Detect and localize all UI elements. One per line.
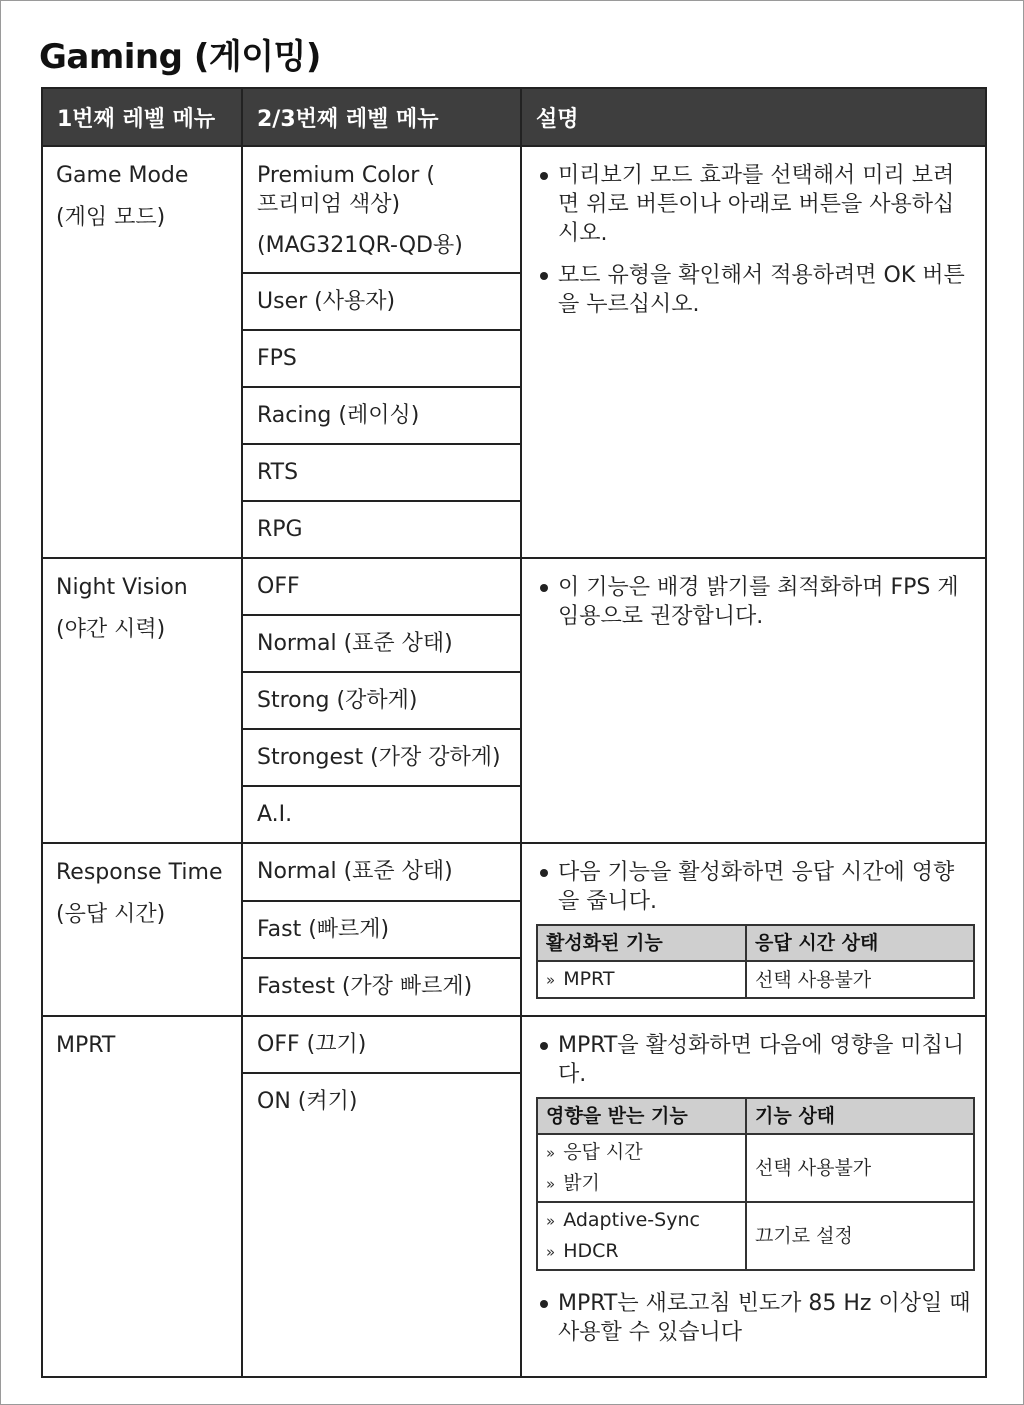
table-header-row xyxy=(42,88,986,146)
option-off: OFF (끄기) xyxy=(242,1016,521,1073)
game-mode-label: Game Mode (게임 모드) xyxy=(42,146,242,558)
header-level23: 2/3번째 레벨 메뉴 xyxy=(242,88,521,146)
option-ai: A.I. xyxy=(242,786,521,843)
table-row xyxy=(42,558,986,615)
night-vision-label: Night Vision (야간 시력) xyxy=(42,558,242,843)
list-item: MPRT는 새로고침 빈도가 85 Hz 이상일 때 사용할 수 있습니다 xyxy=(536,1289,973,1347)
option-normal: Normal (표준 상태) xyxy=(242,843,521,901)
inner-header-row xyxy=(537,1098,974,1134)
list-item: 모드 유형을 확인해서 적용하려면 OK 버튼을 누르십시오. xyxy=(536,261,973,319)
list-item: 이 기능은 배경 밝기를 최적화하며 FPS 게임용으로 권장합니다. xyxy=(536,573,973,631)
table-row xyxy=(42,843,986,901)
option-racing: Racing (레이싱) xyxy=(242,387,521,444)
inner-feature-cell: » Adaptive-Sync » HDCR xyxy=(537,1202,746,1270)
inner-feature-cell: » MPRT xyxy=(537,961,746,998)
night-vision-description xyxy=(521,558,986,843)
list-item: 다음 기능을 활성화하면 응답 시간에 영향을 줍니다. xyxy=(536,858,973,916)
table-row xyxy=(537,961,974,998)
game-mode-description xyxy=(521,146,986,558)
mprt-description xyxy=(521,1016,986,1377)
raquo-marker: » xyxy=(546,1175,556,1193)
option-premium-color: Premium Color ( 프리미엄 색상) (MAG321QR-QD용) xyxy=(242,146,521,273)
list-item: 미리보기 모드 효과를 선택해서 미리 보려면 위로 버튼이나 아래로 버튼을 사용하십시오. xyxy=(536,161,973,248)
inner-status-cell: 선택 사용불가 xyxy=(746,1134,974,1202)
raquo-marker: » xyxy=(546,1212,556,1230)
mprt-effect-table xyxy=(536,1097,975,1271)
option-strong: Strong (강하게) xyxy=(242,672,521,729)
response-time-label: Response Time (응답 시간) xyxy=(42,843,242,1016)
inner-header-status: 기능 상태 xyxy=(746,1098,974,1134)
table-row xyxy=(42,1016,986,1073)
option-rts: RTS xyxy=(242,444,521,501)
option-rpg: RPG xyxy=(242,501,521,558)
table-row xyxy=(537,1134,974,1202)
raquo-marker: » xyxy=(546,1243,556,1261)
option-normal: Normal (표준 상태) xyxy=(242,615,521,672)
inner-header-row xyxy=(537,925,974,961)
gaming-menu-table xyxy=(41,87,987,1378)
list-item: MPRT을 활성화하면 다음에 영향을 미칩니다. xyxy=(536,1031,973,1089)
mprt-label: MPRT xyxy=(42,1016,242,1377)
inner-feature-cell: » 응답 시간 » 밝기 xyxy=(537,1134,746,1202)
table-row xyxy=(42,146,986,273)
option-user: User (사용자) xyxy=(242,273,521,330)
inner-status-cell: 선택 사용불가 xyxy=(746,961,974,998)
response-time-description xyxy=(521,843,986,1016)
page-title: Gaming (게이밍) xyxy=(39,37,321,77)
header-description: 설명 xyxy=(521,88,986,146)
option-fps: FPS xyxy=(242,330,521,387)
option-off: OFF xyxy=(242,558,521,615)
raquo-marker: » xyxy=(546,1144,556,1162)
option-strongest: Strongest (가장 강하게) xyxy=(242,729,521,786)
response-time-effect-table xyxy=(536,924,975,999)
option-fastest: Fastest (가장 빠르게) xyxy=(242,958,521,1016)
header-level1: 1번째 레벨 메뉴 xyxy=(42,88,242,146)
inner-status-cell: 끄기로 설정 xyxy=(746,1202,974,1270)
inner-header-feature: 활성화된 기능 xyxy=(537,925,746,961)
raquo-marker: » xyxy=(546,971,556,989)
inner-header-status: 응답 시간 상태 xyxy=(746,925,974,961)
table-row xyxy=(537,1202,974,1270)
option-on: ON (켜기) xyxy=(242,1073,521,1377)
inner-header-feature: 영향을 받는 기능 xyxy=(537,1098,746,1134)
option-fast: Fast (빠르게) xyxy=(242,901,521,959)
